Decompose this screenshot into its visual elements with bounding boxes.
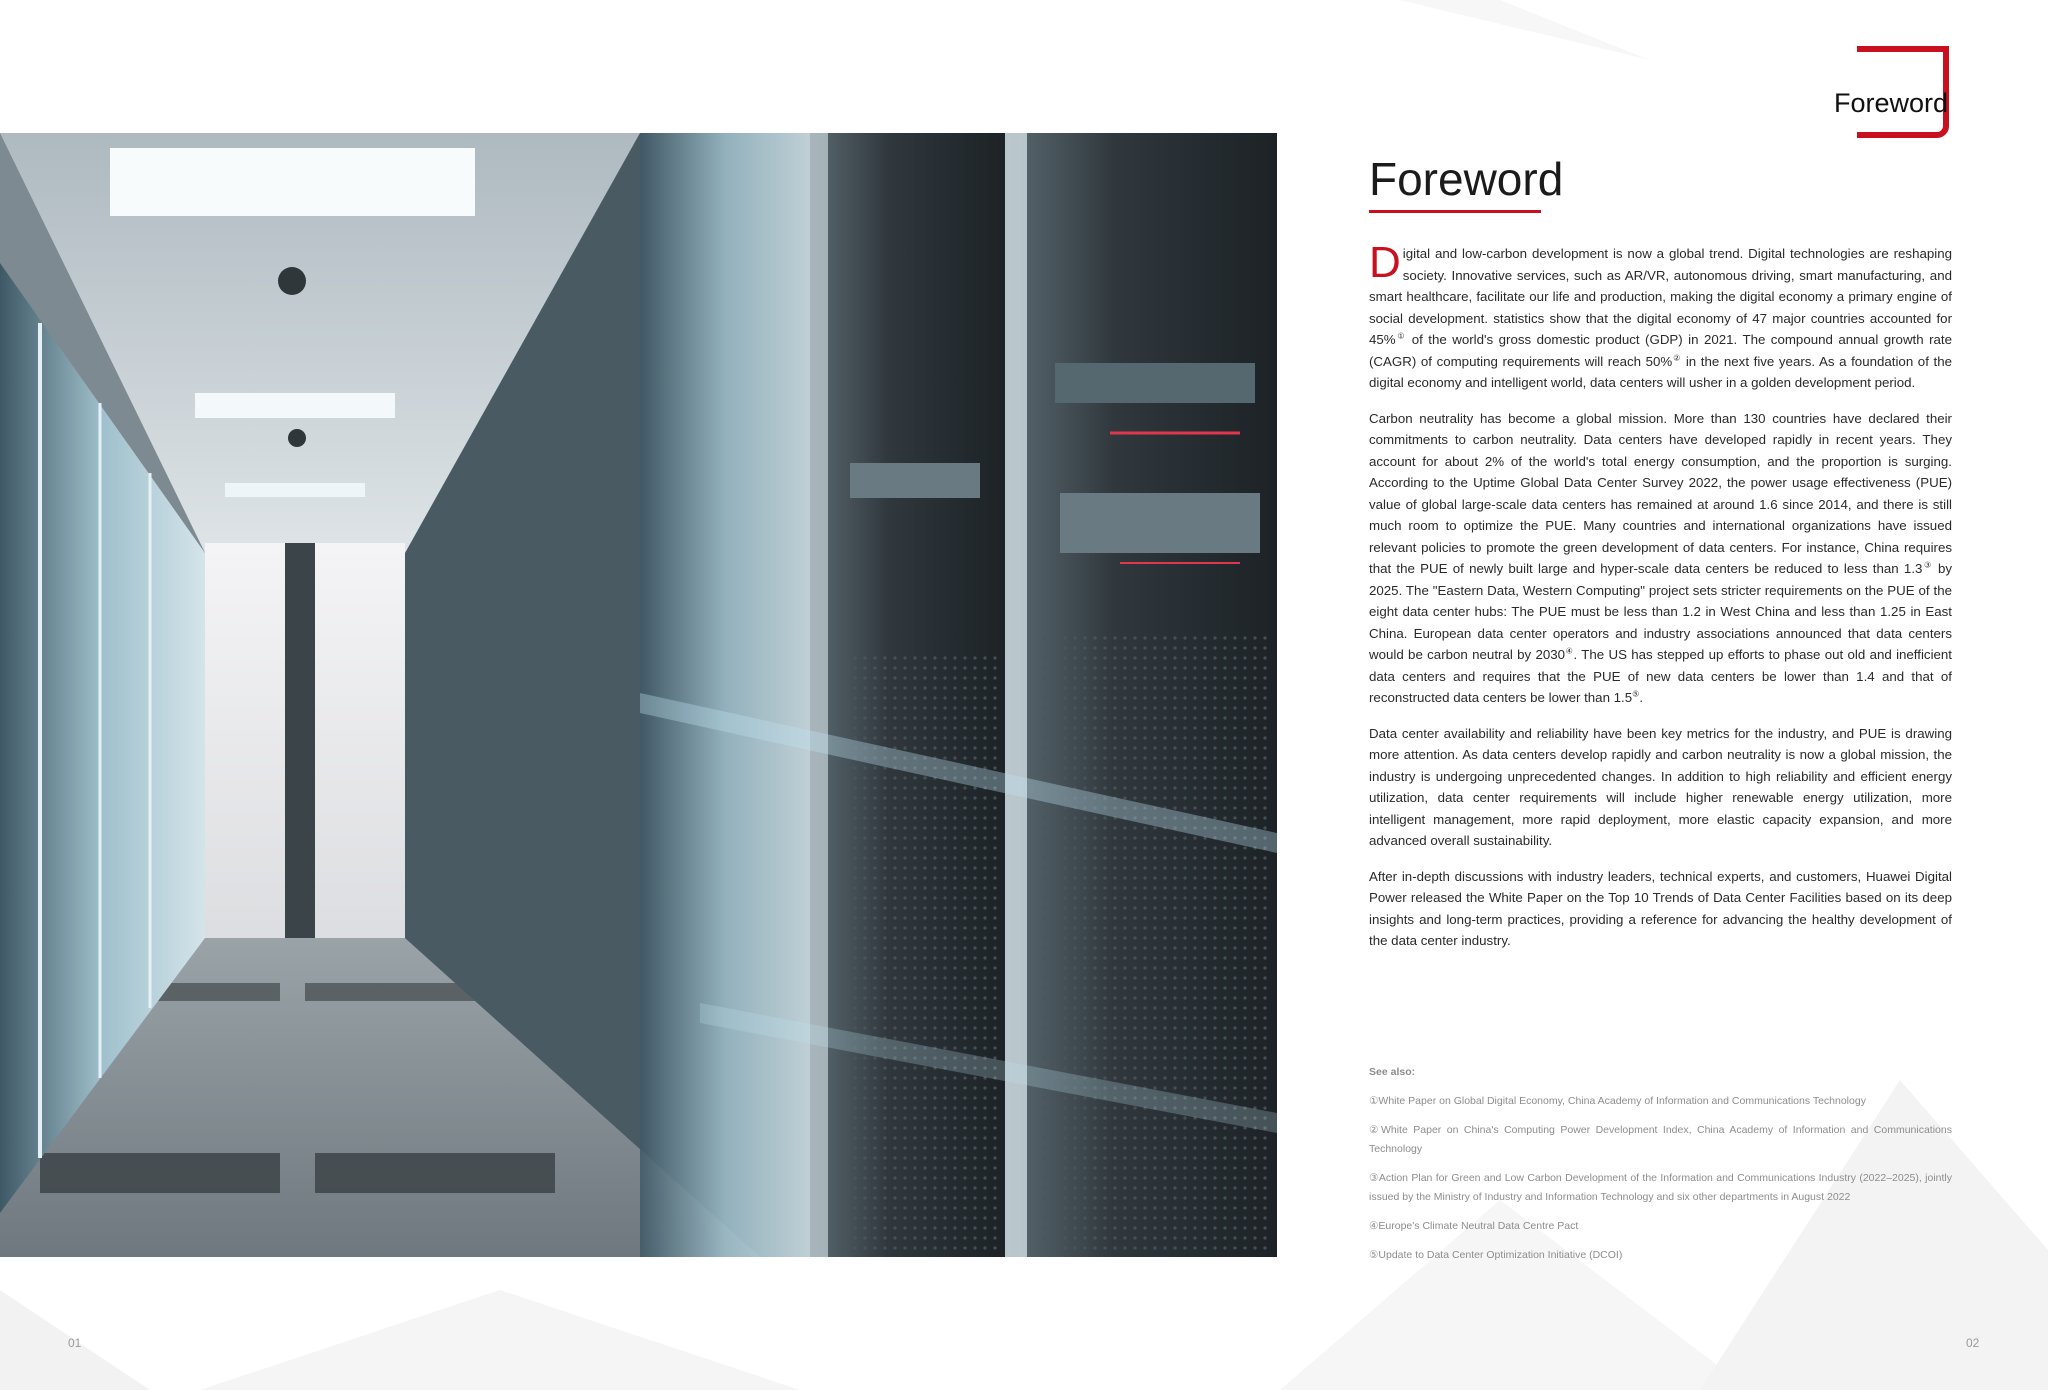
page-number-left: 01	[68, 1336, 82, 1350]
paragraph-1: Digital and low-carbon development is now a global trend. Digital technologies are reshaping society. Innovative services, such as AR/VR, autonomous driving, smart manufacturing, and smart healthcare, facilitate our life and production, making the digital economy a primary engine of social development. statistics show that the digital economy of 47 major countries accounted for 45%① of the world's gross domestic product (GDP) in 2021. The compound annual growth rate (CAGR) of computing requirements will reach 50%② in the next five years. As a foundation of the digital economy and intelligent world, data centers will usher in a golden development period.	[1369, 238, 1952, 390]
footnote-4: ④Europe's Climate Neutral Data Centre Pact	[1369, 1220, 1579, 1232]
page-title: Foreword	[1369, 153, 1564, 205]
section-tab-label: Foreword	[1833, 88, 1948, 118]
data-center-photo	[0, 133, 1277, 1257]
footnote-5: ⑤Update to Data Center Optimization Initiative (DCOI)	[1369, 1249, 1623, 1261]
footnotes-heading: See also:	[1369, 1066, 1416, 1078]
paragraph-4: After in-depth discussions with industry leaders, technical experts, and customers, Huawei Digital Power released the White Paper on the Top 10 Trends of Data Center Facilities based on its deep insights and long-term practices, providing a reference for advancing the healthy development of the data center industry.	[1369, 868, 1952, 948]
foreword-body	[1369, 238, 1953, 966]
paragraph-3: Data center availability and reliability have been key metrics for the industry, and PUE is drawing more attention. As data centers develop rapidly and carbon neutrality is now a global mission, the industry is undergoing unprecedented changes. In addition to high reliability and efficient energy utilization, data center requirements will include higher renewable energy utilization, more intelligent management, more rapid deployment, more elastic capacity expansion, and more advanced overall sustainability.	[1369, 725, 1952, 848]
page-number-right: 02	[1966, 1336, 1980, 1350]
paragraph-2: Carbon neutrality has become a global mission. More than 130 countries have declared their commitments to carbon neutrality. Data centers have developed rapidly in recent years. They account for about 2% of the world's total energy consumption, and the proportion is surging. According to the Uptime Global Data Center Survey 2022, the power usage effectiveness (PUE) value of global large-scale data centers has remained at around 1.6 since 2014, and there is still much room to optimize the PUE. Many countries and international organizations have issued relevant policies to promote the green development of data centers. For instance, China requires that the PUE of newly built large and hyper-scale data centers be reduced to less than 1.3③ by 2025. The "Eastern Data, Western Computing" project sets stricter requirements on the PUE of the eight data center hubs: The PUE must be less than 1.2 in West China and less than 1.25 in East China. European data center operators and industry associations announced that data centers would be carbon neutral by 2030④. The US has stepped up efforts to phase out old and inefficient data centers and requires that the PUE of new data centers be lower than 1.4 and that of reconstructed data centers be lower than 1.5⑤.	[1369, 410, 1953, 705]
footnotes	[1369, 1063, 1952, 1275]
footnote-1: ①White Paper on Global Digital Economy, China Academy of Information and Communications Technology	[1369, 1095, 1866, 1107]
drop-cap: D	[1369, 238, 1401, 287]
title-underline	[1369, 210, 1541, 213]
footnote-2: ②White Paper on China's Computing Power Development Index, China Academy of Information and Communications Technology	[1369, 1124, 1952, 1155]
footnote-3: ③Action Plan for Green and Low Carbon Development of the Information and Communications Industry (2022–2025), jointly issued by the Ministry of Industry and Information Technology and six other departments in August 2022	[1369, 1172, 1952, 1203]
